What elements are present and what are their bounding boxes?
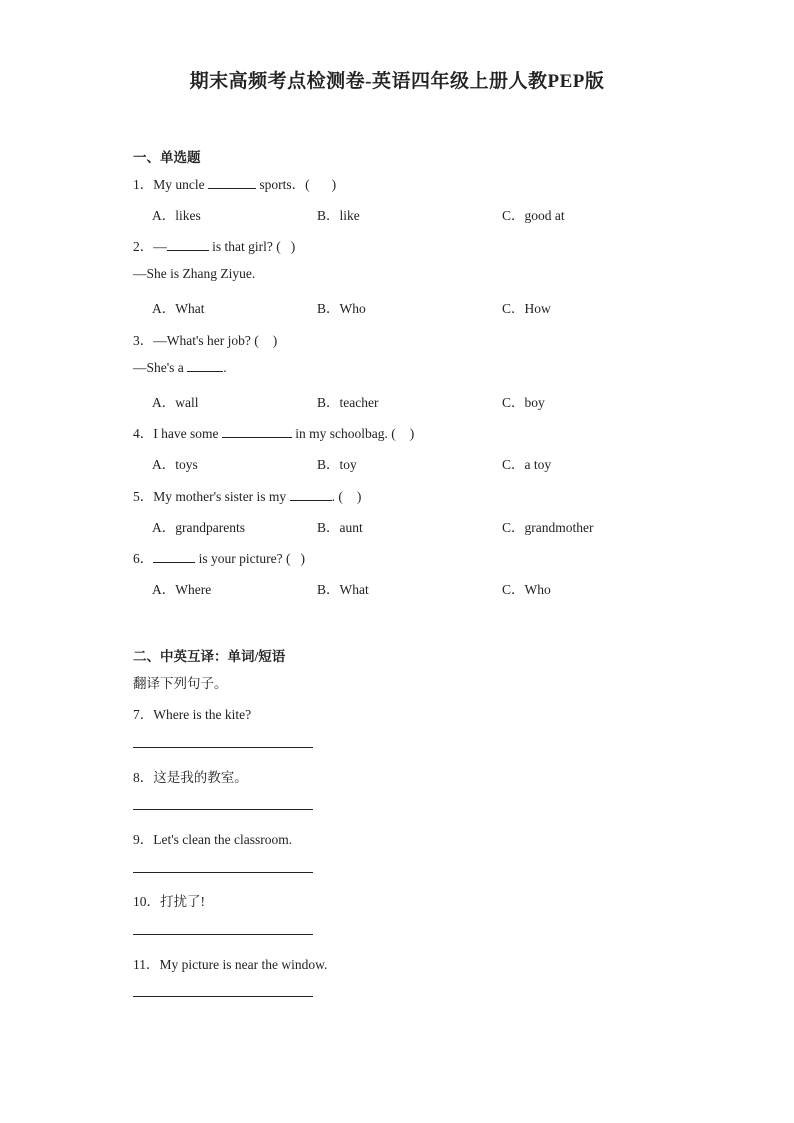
option-a: A．likes [152, 208, 201, 223]
answer-blank [187, 360, 223, 372]
question-text: sports．( [256, 177, 310, 192]
option-b: B．like [317, 208, 360, 223]
answer-blank [153, 551, 195, 563]
question-1: 1．My uncle sports．( ) [133, 177, 337, 192]
option-c: C．Who [502, 582, 551, 597]
option-b: B．aunt [317, 520, 363, 535]
option-a: A．Where [152, 582, 212, 597]
answer-line[interactable] [133, 809, 313, 810]
option-a: A．toys [152, 457, 198, 472]
option-b: B．toy [317, 457, 357, 472]
option-c: C．good at [502, 208, 565, 223]
option-c: C．grandmother [502, 520, 594, 535]
answer-line[interactable] [133, 872, 313, 873]
page-title: 期末高频考点检测卷-英语四年级上册人教PEP版 [189, 71, 605, 92]
option-a: A．What [152, 301, 205, 316]
question-number: 3． [133, 333, 154, 348]
question-2: 2．— is that girl? ( ) [133, 239, 296, 254]
answer-blank [208, 177, 256, 189]
answer-blank [290, 489, 332, 501]
question-9: 9．Let's clean the classroom. [133, 832, 293, 847]
option-a: A．wall [152, 395, 199, 410]
answer-blank [222, 426, 292, 438]
question-11: 11．My picture is near the window. [133, 957, 328, 972]
question-10: 10．打扰了! [133, 894, 205, 909]
question-number: 2． [133, 239, 154, 254]
answer-line[interactable] [133, 996, 313, 997]
question-number: 5． [133, 489, 154, 504]
option-c: C．How [502, 301, 551, 316]
answer-line[interactable] [133, 934, 313, 935]
option-a: A．grandparents [152, 520, 245, 535]
section-instruction: 翻译下列句子。 [133, 676, 228, 691]
answer-line[interactable] [133, 747, 313, 748]
question-4: 4．I have some in my schoolbag. ( ) [133, 426, 415, 441]
question-number: 6． [133, 551, 154, 566]
question-6: 6． is your picture? ( ) [133, 551, 305, 566]
question-3-line2: —She's a . [133, 360, 227, 375]
answer-blank [167, 239, 209, 251]
option-b: B．teacher [317, 395, 379, 410]
option-c: C．a toy [502, 457, 552, 472]
option-b: B．Who [317, 301, 366, 316]
question-7: 7．Where is the kite? [133, 707, 252, 722]
question-number: 4． [133, 426, 154, 441]
question-3: 3．—What's her job? ( ) [133, 333, 278, 348]
option-c: C．boy [502, 395, 545, 410]
question-2-line2: —She is Zhang Ziyue. [133, 266, 256, 281]
question-text: My uncle [153, 177, 208, 192]
section-heading-single-choice: 一、单选题 [133, 150, 201, 165]
question-5: 5．My mother's sister is my . ( ) [133, 489, 362, 504]
question-number: 1． [133, 177, 154, 192]
section-heading-translation: 二、中英互译：单词/短语 [133, 649, 286, 664]
question-8: 8．这是我的教室。 [133, 770, 248, 785]
option-b: B．What [317, 582, 369, 597]
